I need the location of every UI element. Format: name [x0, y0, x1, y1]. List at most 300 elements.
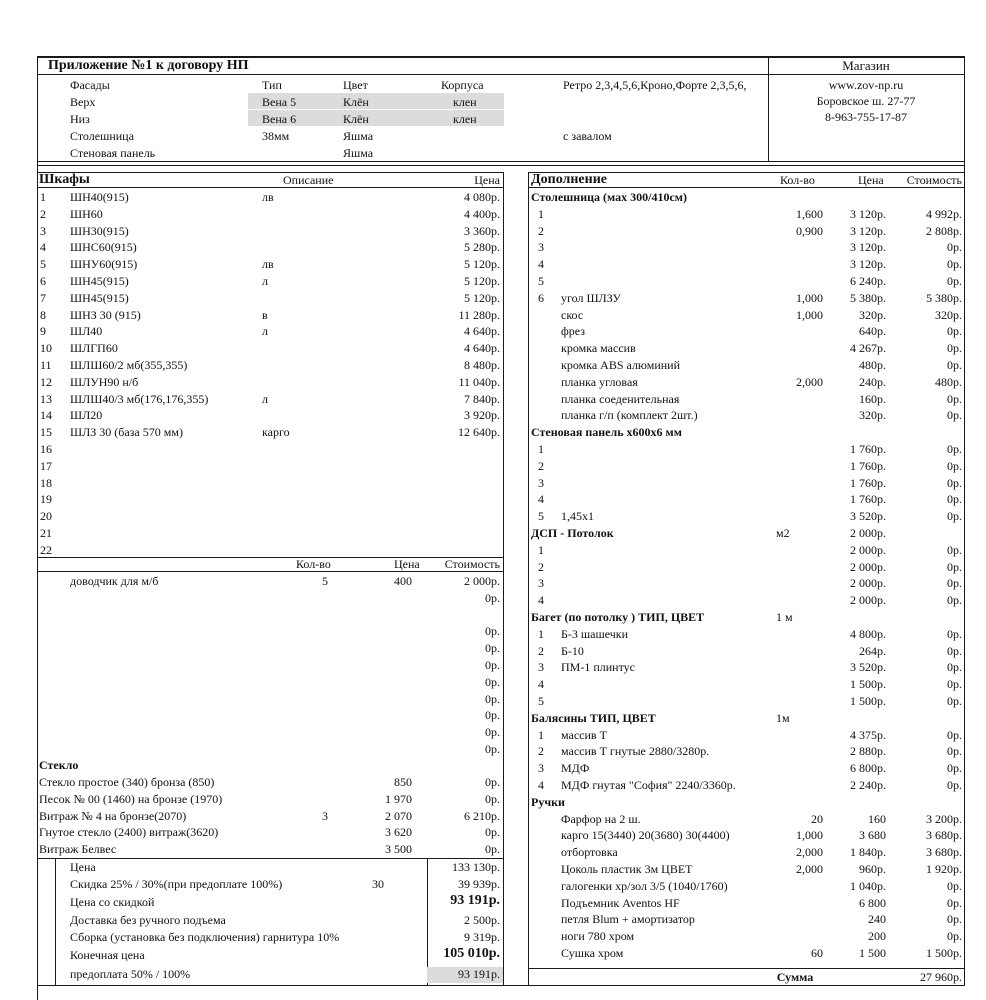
additions-row-name: Сушка хром [561, 946, 624, 960]
additions-row-number: 4 [538, 492, 544, 507]
additions-row-price: 6 800 [859, 895, 886, 910]
cabinets-right [503, 172, 504, 986]
additions-row-price: 6 240р. [850, 274, 886, 288]
glass-title: Стекло [39, 758, 79, 772]
summary-label: Доставка без ручного подъема [70, 913, 226, 927]
additions-row-price: 2 000р. [850, 542, 886, 557]
header-row-type: Вена 5 [262, 95, 297, 109]
extras-row-cost: 0р. [485, 641, 500, 656]
glass-row-name: Гнутое стекло (2400) витраж(3620) [39, 825, 219, 840]
summary-left [55, 858, 56, 986]
additions-row-cost: 0р. [947, 240, 962, 255]
glass-row-qty: 3 [322, 808, 328, 823]
glass-row-price: 2 070 [385, 808, 412, 823]
additions-total-top [528, 968, 965, 969]
summary-value: 105 010р. [443, 946, 500, 961]
additions-row-qty: 2,000 [796, 862, 823, 876]
additions-row-cost: 480р. [935, 374, 962, 389]
cabinet-row-price: 4 400р. [464, 206, 500, 221]
additions-row-price: 3 520р. [850, 509, 886, 524]
additions-row-number: 4 [538, 778, 544, 792]
additions-row-number: 4 [538, 593, 544, 608]
header-row-color: Цвет [343, 78, 368, 92]
additions-row-cost: 320р. [935, 307, 962, 322]
additions-row-number: 1 [538, 542, 544, 557]
additions-row-name: петля Blum + амортизатор [561, 912, 695, 927]
additions-section-title: Стеновая панель х600х6 мм [531, 425, 682, 440]
summary-value: 39 939р. [458, 877, 500, 891]
additions-row-name: планка г/п (комплект 2шт.) [561, 408, 698, 423]
additions-row-cost: 0р. [947, 274, 962, 288]
additions-section-price: 2 000р. [850, 526, 886, 540]
additions-row-qty: 1,600 [796, 206, 823, 221]
shop-title-underline [768, 74, 964, 75]
cabinet-row-price: 3 920р. [464, 408, 500, 423]
cabinet-row-price: 3 360р. [464, 223, 500, 238]
cabinet-row-name: ШН60 [70, 206, 103, 221]
additions-row-number: 2 [538, 643, 544, 658]
cabinet-row-number: 20 [40, 509, 52, 524]
additions-row-number: 5 [538, 694, 544, 708]
additions-row-name: массив Т гнутые 2880/3280р. [561, 744, 710, 759]
additions-row-cost: 1 500р. [926, 946, 962, 960]
additions-row-cost: 0р. [947, 677, 962, 692]
cabinet-row-price: 4 640р. [464, 341, 500, 356]
additions-row-price: 1 500 [859, 946, 886, 960]
glass-row-price: 1 970 [385, 791, 412, 806]
additions-row-price: 264р. [859, 643, 886, 658]
additions-row-name: Цоколь пластик 3м ЦВЕТ [561, 862, 693, 876]
additions-row-cost: 0р. [947, 912, 962, 927]
additions-row-price: 320р. [859, 307, 886, 322]
cabinet-row-desc: л [262, 391, 268, 406]
additions-row-qty: 1,000 [796, 290, 823, 305]
additions-row-cost: 0р. [947, 761, 962, 776]
extras-row-cost: 0р. [485, 590, 500, 605]
additions-row-price: 2 240р. [850, 778, 886, 792]
additions-section-unit: 1 м [776, 610, 793, 624]
additions-row-price: 1 840р. [850, 845, 886, 860]
header-row-label: Низ [70, 112, 90, 126]
extras-row-cost: 0р. [485, 658, 500, 672]
cabinet-row-number: 4 [40, 240, 46, 255]
summary-label: Сборка (установка без подключения) гарнитура 10% [70, 930, 340, 944]
cabinet-row-number: 11 [40, 358, 52, 372]
glass-row-price: 3 500 [385, 842, 412, 857]
additions-section-unit: м2 [776, 526, 790, 540]
cabinet-row-price: 4 080р. [464, 190, 500, 204]
additions-row-name: отбортовка [561, 845, 618, 860]
additions-section-title: Ручки [531, 794, 565, 809]
additions-row-cost: 0р. [947, 458, 962, 473]
cabinet-row-number: 14 [40, 408, 52, 423]
additions-row-price: 3 120р. [850, 257, 886, 272]
additions-row-cost: 0р. [947, 324, 962, 339]
cabinet-row-name: ШЛЗ 30 (база 570 мм) [70, 425, 183, 440]
cabinet-row-price: 12 640р. [458, 425, 500, 440]
additions-row-name: Фарфор на 2 ш. [561, 811, 641, 826]
glass-row-cost: 0р. [485, 825, 500, 840]
additions-row-price: 3 520р. [850, 660, 886, 675]
additions-row-qty: 1,000 [796, 307, 823, 322]
additions-row-price: 1 500р. [850, 677, 886, 692]
additions-row-price: 1 760р. [850, 492, 886, 507]
cabinet-row-number: 21 [40, 526, 52, 540]
cabinets-col-desc: Описание [283, 173, 334, 187]
additions-row-cost: 3 200р. [926, 811, 962, 826]
additions-row-cost: 0р. [947, 744, 962, 759]
cabinet-row-name: ШЛГП60 [70, 341, 118, 356]
additions-row-name: ноги 780 хром [561, 929, 635, 944]
additions-row-price: 4 375р. [850, 727, 886, 742]
cabinet-row-name: ШЛ40 [70, 324, 103, 339]
additions-row-cost: 4 992р. [926, 206, 962, 221]
additions-row-name: галогенки хр/зол 3/5 (1040/1760) [561, 878, 728, 893]
bottom-line [37, 985, 965, 986]
cabinet-row-number: 12 [40, 374, 52, 389]
additions-row-qty: 2,000 [796, 374, 823, 389]
summary-label: Конечная цена [70, 948, 145, 962]
additions-row-cost: 0р. [947, 492, 962, 507]
cabinets-col-price: Цена [474, 173, 500, 187]
additions-row-cost: 0р. [947, 727, 962, 742]
extras-header-bottom [37, 571, 503, 572]
extras-row-cost: 2 000р. [464, 574, 500, 588]
cabinet-row-number: 16 [40, 442, 52, 456]
additions-row-name: фрез [561, 324, 585, 339]
additions-section-title: ДСП - Потолок [531, 526, 614, 540]
additions-row-number: 1 [538, 626, 544, 641]
summary-value: 93 191р. [458, 967, 500, 981]
additions-row-price: 1 760р. [850, 442, 886, 456]
additions-row-price: 3 120р. [850, 223, 886, 238]
additions-row-cost: 0р. [947, 576, 962, 591]
header-row-label: Фасады [70, 78, 110, 92]
additions-row-price: 2 880р. [850, 744, 886, 759]
summary-label: Скидка 25% / 30%(при предоплате 100%) [70, 877, 283, 891]
additions-col-price: Цена [858, 173, 884, 187]
shop-site: www.zov-np.ru [828, 78, 904, 92]
additions-row-cost: 0р. [947, 626, 962, 641]
additions-row-number: 4 [538, 257, 544, 272]
glass-row-name: Витраж Белвес [39, 842, 117, 857]
additions-row-cost: 0р. [947, 509, 962, 524]
glass-row-cost: 0р. [485, 842, 500, 857]
additions-section-title: Балясины ТИП, ЦВЕТ [531, 710, 656, 725]
cabinet-row-number: 9 [40, 324, 46, 339]
cabinet-row-price: 5 120р. [464, 290, 500, 305]
additions-row-qty: 20 [811, 811, 823, 826]
additions-row-cost: 2 808р. [926, 223, 962, 238]
additions-row-cost: 0р. [947, 593, 962, 608]
cabinet-row-name: ШЛ20 [70, 408, 103, 423]
glass-row-cost: 0р. [485, 791, 500, 806]
summary-label: предоплата 50% / 100% [70, 967, 191, 981]
additions-row-name: массив Т [561, 727, 607, 742]
frame-right [964, 56, 965, 986]
additions-row-name: Б-3 шашечки [561, 626, 629, 641]
additions-row-cost: 0р. [947, 643, 962, 658]
cabinet-row-price: 7 840р. [464, 391, 500, 406]
additions-row-price: 3 120р. [850, 240, 886, 255]
glass-row-name: Витраж № 4 на бронзе(2070) [39, 808, 187, 823]
header-row-korpus: клен [453, 112, 477, 126]
additions-row-price: 3 680 [859, 828, 886, 843]
additions-row-price: 240р. [859, 374, 886, 389]
additions-row-qty: 2,000 [796, 845, 823, 860]
summary-value: 133 130р. [452, 860, 500, 874]
additions-row-price: 960р. [859, 862, 886, 876]
extras-row-price: 400 [394, 574, 412, 588]
additions-row-name: кромка массив [561, 341, 636, 356]
additions-col-qty: Кол-во [780, 173, 815, 187]
cabinet-row-name: ШНУ60(915) [70, 257, 138, 272]
cabinet-row-number: 6 [40, 274, 46, 288]
additions-row-number: 2 [538, 559, 544, 574]
cabinet-row-price: 8 480р. [464, 358, 500, 372]
additions-row-cost: 0р. [947, 442, 962, 456]
extras-row-qty: 5 [322, 574, 328, 588]
shop-address: Боровское ш. 27-77 [816, 94, 916, 108]
additions-row-price: 4 267р. [850, 341, 886, 356]
extras-row-cost: 0р. [485, 674, 500, 689]
additions-section-title: Столешница (мах 300/410см) [531, 190, 687, 204]
additions-row-name: Б-10 [561, 643, 584, 658]
cabinet-row-price: 11 280р. [458, 307, 500, 322]
cabinet-row-number: 13 [40, 391, 52, 406]
additions-row-cost: 3 680р. [926, 845, 962, 860]
document-title: Приложение №1 к договору НП [48, 58, 249, 73]
additions-row-name: ПМ-1 плинтус [561, 660, 635, 675]
additions-row-price: 2 000р. [850, 576, 886, 591]
extras-row-cost: 0р. [485, 691, 500, 706]
additions-row-name: 1,45x1 [561, 509, 594, 524]
additions-row-number: 3 [538, 240, 544, 255]
additions-row-cost: 0р. [947, 542, 962, 557]
additions-row-number: 1 [538, 727, 544, 742]
additions-row-name: кромка ABS алюминий [561, 358, 681, 372]
cabinet-row-name: ШН45(915) [70, 290, 129, 305]
summary-value: 2 500р. [464, 913, 500, 927]
additions-row-price: 640р. [859, 324, 886, 339]
summary-top [37, 858, 503, 859]
additions-row-number: 3 [538, 660, 544, 675]
header-row-color: Яшма [343, 129, 374, 143]
glass-row-price: 850 [394, 775, 412, 789]
additions-row-name: угол ШЛЗУ [561, 290, 621, 305]
additions-row-number: 1 [538, 206, 544, 221]
extras-row-cost: 0р. [485, 708, 500, 723]
additions-row-price: 320р. [859, 408, 886, 423]
additions-row-name: планка угловая [561, 374, 638, 389]
extras-col-qty: Кол-во [296, 557, 331, 571]
cabinet-row-desc: карго [262, 425, 290, 440]
additions-row-name: скос [561, 307, 584, 322]
summary-label: Цена со скидкой [70, 895, 155, 909]
cabinet-row-name: ШЛШ60/2 мб(355,355) [70, 358, 188, 372]
cabinet-row-desc: л [262, 324, 268, 339]
title-underline [37, 74, 768, 75]
extras-row-cost: 0р. [485, 742, 500, 756]
shop-title: Магазин [842, 58, 890, 73]
cabinets-header-bottom [37, 187, 503, 188]
header-row-label: Верх [70, 95, 96, 109]
header-row-color: Клён [343, 95, 369, 109]
cabinet-row-number: 18 [40, 475, 52, 490]
additions-row-price: 2 000р. [850, 593, 886, 608]
cabinet-row-number: 7 [40, 290, 46, 305]
additions-row-qty: 1,000 [796, 828, 823, 843]
additions-row-qty: 0,900 [796, 223, 823, 238]
additions-row-cost: 0р. [947, 559, 962, 574]
cabinet-row-name: ШНС60(915) [70, 240, 137, 255]
additions-row-name: планка соеденительная [561, 391, 680, 406]
header-row-note: с завалом [563, 129, 612, 143]
additions-row-price: 240 [868, 912, 886, 927]
additions-title: Дополнение [531, 172, 607, 187]
additions-total-value: 27 960р. [920, 970, 962, 984]
extras-col-price: Цена [394, 557, 420, 571]
header-row-type: Тип [262, 78, 282, 92]
summary-value: 93 191р. [450, 893, 500, 908]
header-row-label: Столешница [70, 129, 134, 143]
cabinet-row-name: ШЛУН90 н/б [70, 374, 139, 389]
cabinet-row-name: ШН30(915) [70, 223, 129, 238]
additions-row-price: 1 500р. [850, 694, 886, 708]
additions-row-number: 2 [538, 458, 544, 473]
additions-row-price: 3 120р. [850, 206, 886, 221]
cabinet-row-name: ШН45(915) [70, 274, 129, 288]
glass-row-cost: 0р. [485, 775, 500, 789]
additions-row-price: 200 [868, 929, 886, 944]
header-row-color: Яшма [343, 146, 374, 160]
additions-row-cost: 0р. [947, 694, 962, 708]
header-row-label: Стеновая панель [70, 146, 156, 160]
additions-row-number: 4 [538, 677, 544, 692]
additions-row-cost: 0р. [947, 878, 962, 893]
summary-label: Цена [70, 860, 96, 874]
cabinet-row-number: 15 [40, 425, 52, 440]
additions-row-cost: 0р. [947, 408, 962, 423]
additions-row-price: 1 760р. [850, 458, 886, 473]
extras-row-cost: 0р. [485, 725, 500, 740]
additions-row-price: 6 800р. [850, 761, 886, 776]
header-row-korpus: Корпуса [441, 78, 484, 92]
summary-extra: 30 [372, 877, 384, 891]
cabinet-row-number: 22 [40, 542, 52, 557]
frame-header-bottom-2 [37, 165, 965, 166]
glass-row-cost: 6 210р. [464, 808, 500, 823]
additions-row-price: 1 760р. [850, 475, 886, 490]
cabinet-row-number: 5 [40, 257, 46, 272]
cabinet-row-desc: в [262, 307, 268, 322]
additions-row-cost: 0р. [947, 778, 962, 792]
cabinet-row-desc: л [262, 274, 268, 288]
extras-col-cost: Стоимость [444, 557, 500, 571]
additions-row-cost: 0р. [947, 475, 962, 490]
additions-row-name: МДФ гнутая "София" 2240/3360р. [561, 778, 736, 792]
glass-row-name: Песок № 00 (1460) на бронзе (1970) [39, 791, 223, 806]
additions-row-number: 2 [538, 223, 544, 238]
cabinet-row-price: 5 120р. [464, 257, 500, 272]
additions-row-number: 6 [538, 290, 544, 305]
additions-row-name: карго 15(3440) 20(3680) 30(4400) [561, 828, 730, 843]
glass-row-name: Стекло простое (340) бронза (850) [39, 775, 215, 789]
shop-phone: 8-963-755-17-87 [825, 110, 907, 124]
additions-row-cost: 1 920р. [926, 862, 962, 876]
additions-row-cost: 0р. [947, 257, 962, 272]
cabinet-row-number: 2 [40, 206, 46, 221]
additions-row-name: Подъемник Aventos HF [561, 895, 680, 910]
additions-row-cost: 0р. [947, 391, 962, 406]
cabinet-row-name: ШЛШ40/3 мб(176,176,355) [70, 391, 209, 406]
cabinet-row-number: 17 [40, 458, 52, 473]
cabinet-row-desc: лв [262, 190, 274, 204]
cabinet-row-number: 10 [40, 341, 52, 356]
additions-row-name: МДФ [561, 761, 590, 776]
cabinet-row-name: ШН40(915) [70, 190, 129, 204]
cabinet-row-desc: лв [262, 257, 274, 272]
additions-row-number: 3 [538, 475, 544, 490]
additions-row-cost: 0р. [947, 929, 962, 944]
header-row-korpus: клен [453, 95, 477, 109]
additions-row-cost: 0р. [947, 341, 962, 356]
extras-row-name: доводчик для м/б [70, 574, 159, 588]
cabinet-row-price: 4 640р. [464, 324, 500, 339]
cabinet-row-price: 5 120р. [464, 274, 500, 288]
additions-row-price: 2 000р. [850, 559, 886, 574]
header-row-type: Вена 6 [262, 112, 297, 126]
additions-row-number: 2 [538, 744, 544, 759]
cabinet-row-number: 1 [40, 190, 46, 204]
additions-row-cost: 3 680р. [926, 828, 962, 843]
additions-row-number: 5 [538, 509, 544, 524]
additions-row-price: 480р. [859, 358, 886, 372]
additions-row-cost: 0р. [947, 660, 962, 675]
additions-row-cost: 0р. [947, 895, 962, 910]
header-row-type: 38мм [262, 129, 290, 143]
additions-row-number: 3 [538, 761, 544, 776]
cabinet-row-price: 11 040р. [458, 374, 500, 389]
additions-row-number: 1 [538, 442, 544, 456]
additions-row-price: 160р. [859, 391, 886, 406]
summary-value: 9 319р. [464, 930, 500, 944]
additions-row-cost: 5 380р. [926, 290, 962, 305]
additions-row-number: 5 [538, 274, 544, 288]
cabinet-row-number: 8 [40, 307, 46, 322]
additions-row-price: 5 380р. [850, 290, 886, 305]
cabinet-row-number: 19 [40, 492, 52, 507]
header-row-note: Ретро 2,3,4,5,6,Кроно,Форте 2,3,5,6, [563, 78, 747, 92]
additions-header-bottom [528, 187, 965, 188]
extras-row-cost: 0р. [485, 624, 500, 639]
additions-row-price: 160 [868, 811, 886, 826]
additions-row-qty: 60 [811, 946, 823, 960]
cabinet-row-name: ШНЗ 30 (915) [70, 307, 141, 322]
additions-row-number: 3 [538, 576, 544, 591]
additions-row-cost: 0р. [947, 358, 962, 372]
glass-row-price: 3 620 [385, 825, 412, 840]
header-row-color: Клён [343, 112, 369, 126]
additions-section-title: Багет (по потолку ) ТИП, ЦВЕТ [531, 610, 705, 624]
additions-row-price: 4 800р. [850, 626, 886, 641]
additions-col-cost: Стоимость [906, 173, 962, 187]
additions-left [528, 172, 529, 986]
additions-total-label: Сумма [776, 970, 814, 984]
cabinets-title: Шкафы [39, 172, 90, 187]
additions-row-price: 1 040р. [850, 878, 886, 893]
additions-section-unit: 1м [776, 710, 790, 725]
